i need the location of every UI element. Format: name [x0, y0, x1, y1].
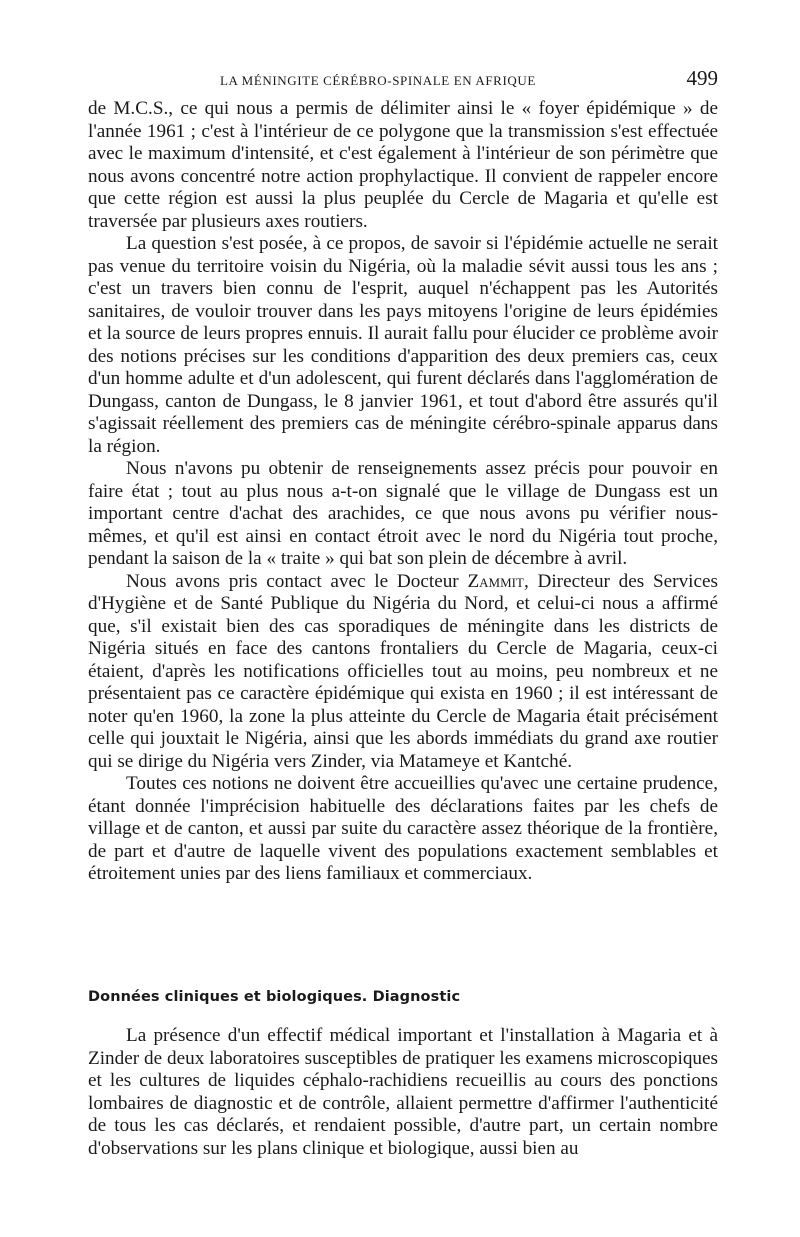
running-header — [88, 66, 718, 94]
running-title: LA MÉNINGITE CÉRÉBRO-SPINALE EN AFRIQUE — [220, 73, 536, 88]
author-name: Zammit — [467, 570, 524, 592]
section-heading: Données cliniques et biologiques. Diagnostic — [88, 989, 461, 1005]
section-text — [88, 1025, 718, 1160]
paragraph-4 — [88, 571, 718, 774]
section-paragraph: La présence d'un effectif médical important et l'installation à Magaria et à Zinder de deux laboratoires susceptibles de pratiquer les examens microscopiques et les cultures de liquides céphalo-rachidiens recueillis au cours des ponctions lombaires de diagnostic et de contrôle, allaient permettre d'affirmer l'authenticité de tous les cas déclarés, et rendaient possible, d'autre part, un certain nombre d'observations sur les plans clinique et biologique, aussi bien au — [88, 1025, 718, 1159]
paragraph-5: Toutes ces notions ne doivent être accueillies qu'avec une certaine prudence, étant donnée l'imprécision habituelle des déclarations faites par les chefs de village et de canton, et aussi par suite du caractère assez théorique de la frontière, de part et d'autre de laquelle vivent des populations exactement semblables et étroitement unies par des liens familiaux et commerciaux. — [88, 773, 718, 884]
paragraph-4-after: , Directeur des Services d'Hygiène et de Santé Publique du Nigéria du Nord, et celui-ci nous a affirmé que, s'il existait bien des cas sporadiques de méningite dans les districts de Nigéria situés en face des cantons frontaliers du Cercle de Magaria, ceux-ci étaient, d'après les notifications officielles tout au moins, peu nombreux et ne présentaient pas ce caractère épidémique qui exista en 1960 ; il est intéressant de noter qu'en 1960, la zone la plus atteinte du Cercle de Magaria était précisément celle qui jouxtait le Nigéria, ainsi que les abords immédiats du grand axe routier qui se dirige du Nigéria vers Zinder, via Matameye et Kantché. — [88, 570, 718, 772]
paragraph-4-before: Nous avons pris contact avec le Docteur — [126, 570, 468, 592]
paragraph-3: Nous n'avons pu obtenir de renseignements assez précis pour pouvoir en faire état ; tout au plus nous a-t-on signalé que le village de Dungass est un important centre d'achat des arachides, ce que nous avons pu vérifier nous-mêmes, et qu'il est ainsi en contact étroit avec le nord du Nigéria tout proche, pendant la saison de la « traite » qui bat son plein de décembre à avril. — [88, 458, 718, 569]
body-text — [88, 98, 718, 886]
page-number: 499 — [686, 66, 718, 90]
paragraph-1: de M.C.S., ce qui nous a permis de délimiter ainsi le « foyer épidémique » de l'année 1961 ; c'est à l'intérieur de ce polygone que la transmission s'est effectuée avec le maximum d'intensité, et c'est également à l'intérieur de son périmètre que nous avons concentré notre action prophylactique. Il convient de rappeler encore que cette région est aussi la plus peuplée du Cercle de Magaria et qu'elle est traversée par plusieurs axes routiers. — [88, 98, 718, 232]
paragraph-2: La question s'est posée, à ce propos, de savoir si l'épidémie actuelle ne serait pas venue du territoire voisin du Nigéria, où la maladie sévit aussi tous les ans ; c'est un travers bien connu de l'esprit, auquel n'échappent pas les Autorités sanitaires, de vouloir trouver dans les pays mitoyens l'origine de leurs épidémies et la source de leurs propres ennuis. Il aurait fallu pour élucider ce problème avoir des notions précises sur les conditions d'apparition des deux premiers cas, ceux d'un homme adulte et d'un adolescent, qui furent déclarés dans l'agglomération de Dungass, canton de Dungass, le 8 janvier 1961, et tout d'abord être assurés qu'il s'agissait réellement des premiers cas de méningite cérébro-spinale apparus dans la région. — [88, 233, 718, 457]
